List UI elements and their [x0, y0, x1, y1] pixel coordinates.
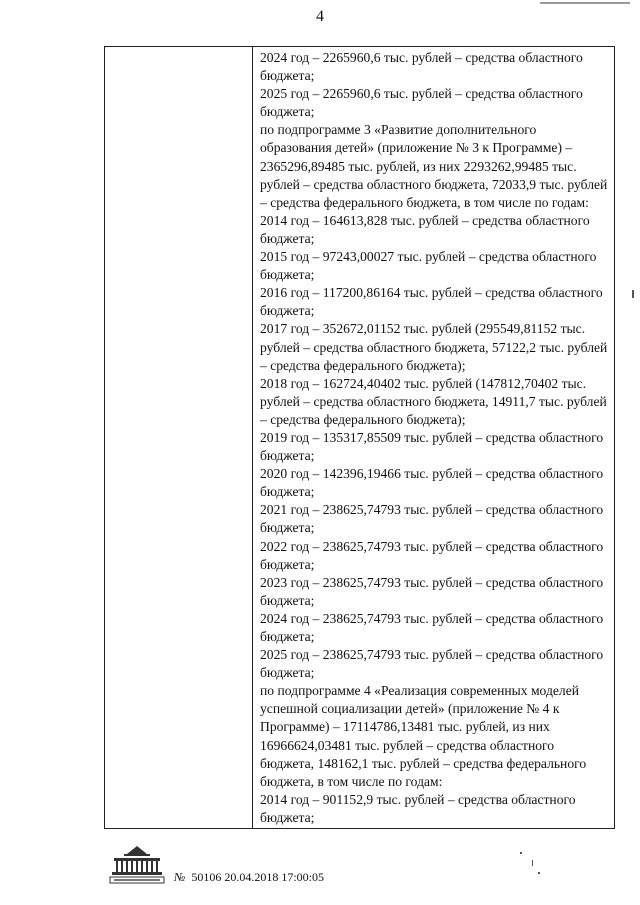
paragraph: 2021 год – 238625,74793 тыс. рублей – средства областного бюджета;: [260, 502, 604, 536]
paragraph: 2024 год – 2265960,6 тыс. рублей – средства областного бюджета;: [260, 50, 583, 84]
paragraph: 2016 год – 117200,86164 тыс. рублей – средства областного бюджета;: [260, 285, 603, 319]
government-building-logo-icon: [108, 842, 166, 886]
paragraph: 2017 год – 352672,01152 тыс. рублей (295549,81152 тыс. рублей – средства областного бюджета, 57122,2 тыс. рублей – средства федерального бюджета);: [260, 321, 608, 373]
paragraph: 2014 год – 164613,828 тыс. рублей – средства областного бюджета;: [260, 212, 590, 246]
registration-text: 50106 20.04.2018 17:00:05: [191, 870, 324, 884]
paragraph: 2023 год – 238625,74793 тыс. рублей – средства областного бюджета;: [260, 574, 604, 608]
registration-stamp: [174, 870, 324, 885]
paragraph: по подпрограмме 4 «Реализация современных моделей успешной социализации детей» (приложение № 4 к Программе) – 17114786,13481 тыс. рублей, из них 16966624,03481 тыс. рублей – средства областного бюджета, 148162,1 тыс. рублей – средства федерального бюджета, в том числе по годам:: [260, 683, 587, 789]
scan-artifact: [538, 872, 540, 874]
footer: [108, 842, 468, 892]
paragraph: 2014 год – 901152,9 тыс. рублей – средства областного бюджета;: [260, 791, 576, 825]
paragraph: 2018 год – 162724,40402 тыс. рублей (147812,70402 тыс. рублей – средства областного бюджета, 14911,7 тыс. рублей – средства федерального бюджета);: [260, 375, 607, 427]
paragraph: [260, 827, 611, 829]
number-sign: №: [174, 870, 186, 884]
paragraph: 2025 год – 2265960,6 тыс. рублей – средства областного бюджета;: [260, 86, 583, 120]
paragraph: 2025 год – 238625,74793 тыс. рублей – средства областного бюджета;: [260, 647, 604, 681]
paragraph: по подпрограмме 3 «Развитие дополнительного образования детей» (приложение № 3 к Программе) – 2365296,89485 тыс. рублей, из них 2293262,99485 тыс. рублей – средства областного бюджета, 72033,9 тыс. рублей – средства федерального бюджета, в том числе по годам:: [260, 122, 608, 210]
paragraph: 2022 год – 238625,74793 тыс. рублей – средства областного бюджета;: [260, 538, 604, 572]
paragraph: 2015 год – 97243,00027 тыс. рублей – средства областного бюджета;: [260, 249, 597, 283]
scan-artifact: [520, 852, 522, 854]
page-number: 4: [316, 8, 324, 25]
paragraph: 2024 год – 238625,74793 тыс. рублей – средства областного бюджета;: [260, 610, 604, 644]
scan-artifact: [632, 290, 634, 298]
scan-artifact: [540, 2, 630, 4]
paragraph: 2019 год – 135317,85509 тыс. рублей – средства областного бюджета;: [260, 429, 604, 464]
scan-artifact: [532, 860, 533, 866]
document-table: [104, 46, 615, 829]
table-left-column: [105, 47, 253, 828]
table-right-column: [254, 47, 614, 829]
paragraph: 2020 год – 142396,19466 тыс. рублей – средства областного бюджета;: [260, 466, 604, 500]
